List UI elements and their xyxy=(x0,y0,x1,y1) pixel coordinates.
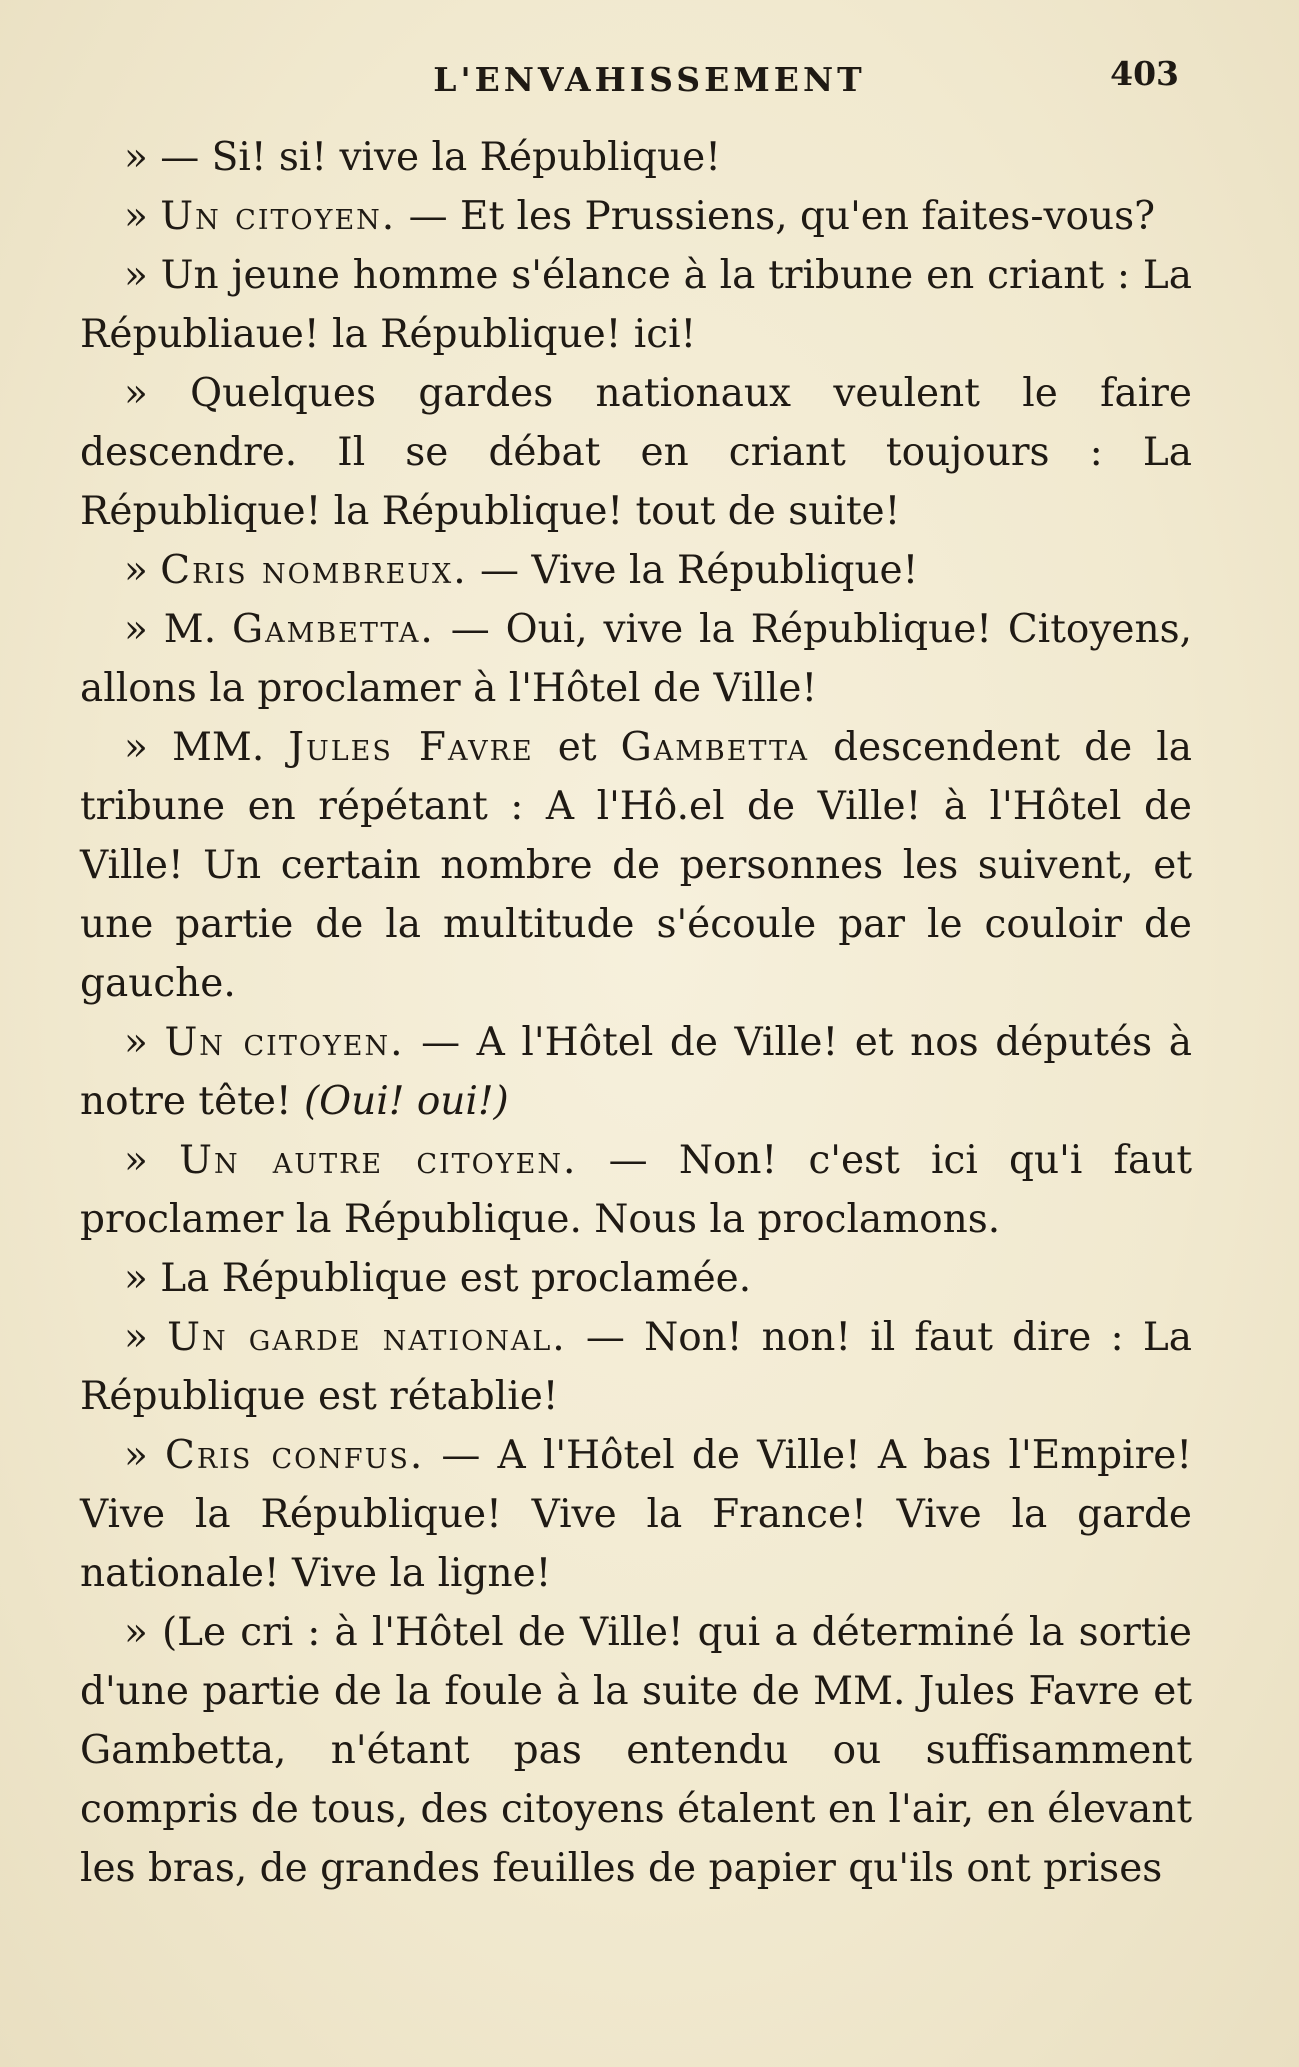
speaker-name: Un citoyen. xyxy=(164,1020,405,1065)
speaker-name: Cris nombreux. xyxy=(160,548,468,593)
speaker-name: Gambetta xyxy=(620,725,810,770)
speaker-name: Un citoyen. xyxy=(160,194,397,239)
paragraph: » La République est proclamée. xyxy=(124,1256,752,1301)
speaker-name: Jules Favre xyxy=(288,725,534,770)
paragraph: » Un jeune homme s'élance à la tribune en criant : La Républiaue! la République! ici! xyxy=(80,253,1192,357)
paragraph: » Quelques gardes nationaux veulent le faire descendre. Il se débat en criant toujours : La République! la République! tout de suite! xyxy=(80,371,1192,534)
paragraph: » Un citoyen. — A l'Hôtel de Ville! et nos députés à notre tête! (Oui! oui!) xyxy=(80,1020,1192,1124)
paragraph: » Un autre citoyen. — Non! c'est ici qu'i faut proclamer la République. Nous la proclamons. xyxy=(80,1138,1192,1242)
paragraph: » M. Gambetta. — Oui, vive la République! Citoyens, allons la proclamer à l'Hôtel de Ville! xyxy=(80,607,1192,711)
paragraph: » Cris confus. — A l'Hôtel de Ville! A bas l'Empire! Vive la République! Vive la France! Vive la garde nationale! Vive la ligne! xyxy=(80,1433,1193,1596)
paragraph: » Un citoyen. — Et les Prussiens, qu'en faites-vous? xyxy=(124,194,1156,239)
paragraph: » Cris nombreux. — Vive la République! xyxy=(124,548,919,593)
paragraph: » (Le cri : à l'Hôtel de Ville! qui a déterminé la sortie d'une partie de la foule à la suite de MM. Jules Favre et Gambetta, n'étant pas entendu ou suffisamment compris de tous, des citoyens étalent en l'air, en élevant les bras, de grandes feuilles de papier qu'ils ont prises xyxy=(80,1610,1192,1891)
italic-aside: (Oui! oui!) xyxy=(303,1079,509,1124)
page-header xyxy=(0,54,1299,110)
paragraph: » — Si! si! vive la République! xyxy=(124,135,721,180)
running-title: L'ENVAHISSEMENT xyxy=(433,60,866,99)
speaker-name: Cris confus. xyxy=(165,1433,425,1478)
page-number: 403 xyxy=(1110,54,1179,93)
body-text xyxy=(80,128,1192,1898)
paragraph: » Un garde national. — Non! non! il faut dire : La République est rétablie! xyxy=(80,1315,1192,1419)
speaker-name: Un garde national. xyxy=(167,1315,567,1360)
speaker-name: Gambetta. xyxy=(232,607,435,652)
speaker-name: Un autre citoyen. xyxy=(179,1138,578,1183)
paragraph: » MM. Jules Favre et Gambetta descendent de la tribune en répétant : A l'Hô.el de Ville! à l'Hôtel de Ville! Un certain nombre de personnes les suivent, et une partie de la multitude s'écoule par le couloir de gauche. xyxy=(80,725,1192,1006)
